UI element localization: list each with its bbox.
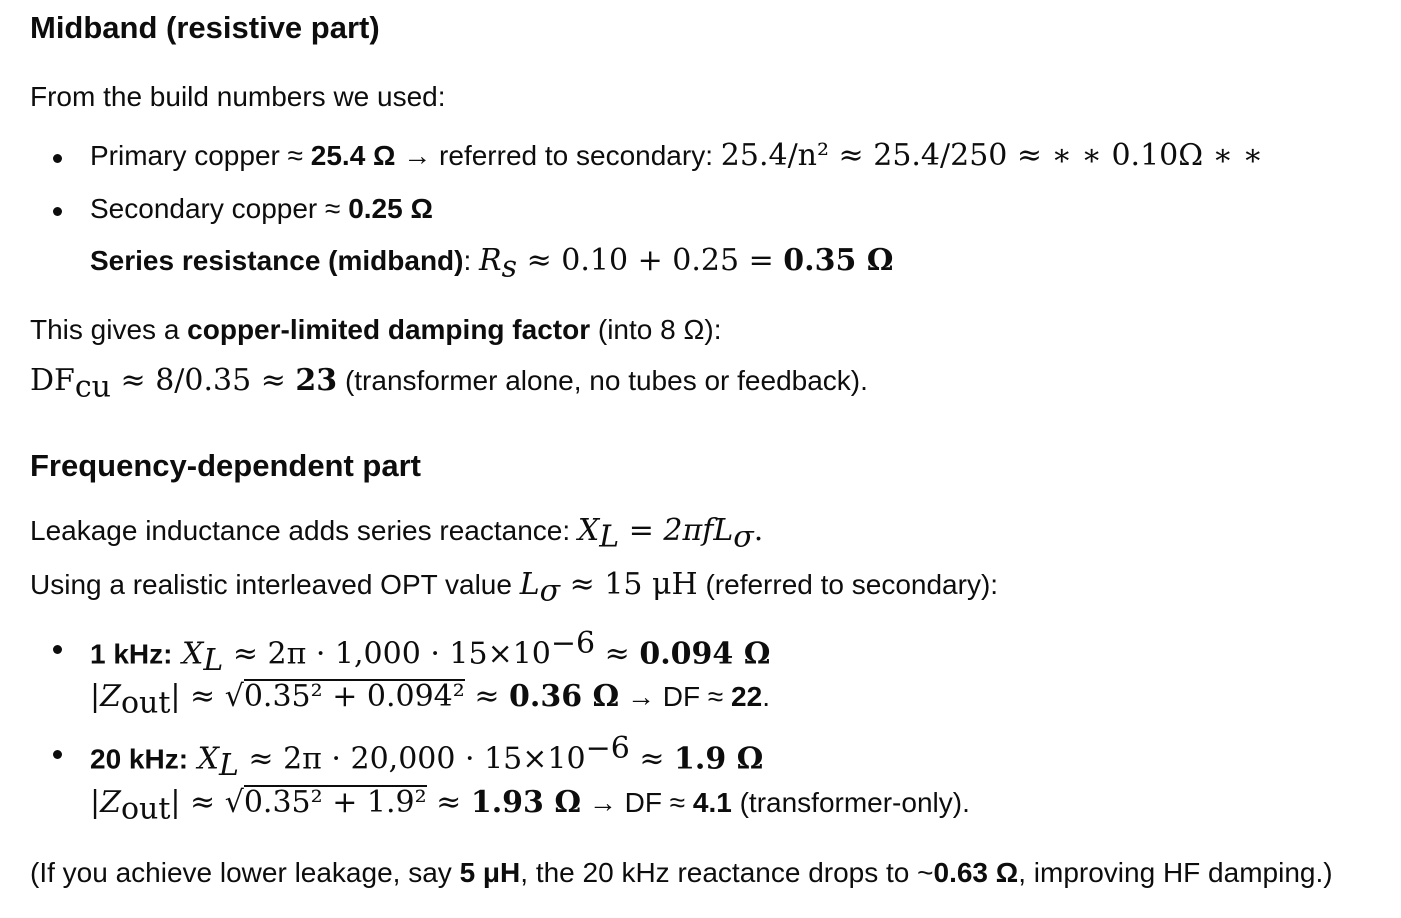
text: This gives a (30, 314, 188, 345)
text: → DF ≈ (581, 787, 693, 818)
text: (transformer alone, no tubes or feedback). (337, 365, 868, 396)
freq-label: 20 kHz: (90, 743, 189, 775)
math: X (188, 741, 219, 777)
math: |Z (90, 679, 121, 714)
math-sub: cu (74, 369, 111, 405)
secondary-copper-value: 0.25 Ω (348, 193, 433, 224)
math: ≈ (595, 636, 640, 672)
reactance-result: 1.9 Ω (674, 741, 764, 777)
text: → referred to secondary: (395, 140, 721, 171)
math: ≈ (629, 741, 675, 777)
zout-20khz (90, 785, 970, 827)
leakage-note (30, 857, 1333, 889)
df-result: 23 (295, 363, 338, 398)
freq-label: 1 kHz: (90, 638, 173, 670)
bullet-dot (53, 154, 62, 163)
math-exp: −6 (585, 731, 630, 766)
math-exp: −6 (550, 626, 596, 661)
math-sub: σ (733, 519, 754, 555)
math-sub: out (120, 791, 171, 827)
math: ≈ 15 μH (560, 567, 698, 602)
intro-text: From the build numbers we used: (30, 81, 446, 112)
math: |Z (90, 785, 121, 820)
zout-1khz (90, 679, 770, 721)
math: X (577, 513, 600, 548)
text: → DF ≈ (619, 681, 732, 712)
series-resistance (90, 243, 894, 285)
series-resistance-result: 0.35 Ω (783, 243, 894, 278)
math-sub: σ (539, 573, 561, 609)
text: Using a realistic interleaved OPT value (30, 569, 520, 600)
math: | ≈ √ (170, 679, 244, 714)
bold-text: copper-limited damping factor (187, 314, 591, 345)
section-heading-frequency: Frequency-dependent part (30, 448, 421, 483)
text: (into 8 Ω): (590, 314, 722, 345)
math: = 2πfL (619, 513, 734, 548)
math-sub: L (599, 519, 620, 555)
math-sub: out (120, 685, 171, 721)
text: , the 20 kHz reactance drops to ~ (520, 857, 934, 888)
text: , improving HF damping.) (1018, 857, 1333, 888)
math: . (753, 513, 764, 548)
df-copper (30, 363, 868, 405)
math: ≈ (426, 785, 471, 820)
bullet-secondary-copper (90, 193, 433, 225)
math: ≈ 0.10 + 0.25 = (517, 243, 784, 278)
bullet-dot (53, 645, 62, 654)
bullet-1khz (90, 626, 770, 678)
math: X (172, 636, 204, 672)
text: (If you achieve lower leakage, say (30, 857, 460, 888)
math: R (479, 243, 502, 278)
math: DF (30, 363, 75, 398)
bullet-20khz (90, 731, 763, 783)
text: (referred to secondary): (697, 569, 999, 600)
text: : (463, 245, 480, 276)
primary-copper-value: 25.4 Ω (310, 140, 396, 171)
text: (transformer-only). (731, 787, 970, 818)
df-value: 4.1 (692, 787, 732, 818)
math-sqrt: 0.35² + 0.094² (243, 679, 465, 714)
math: ≈ 2π · 20,000 · 15×10 (238, 741, 586, 777)
zout-result: 1.93 Ω (470, 785, 582, 820)
bullet-primary-copper (90, 138, 1263, 173)
text: . (762, 681, 770, 712)
math-sub: L (203, 642, 224, 678)
math: ≈ 8/0.35 ≈ (111, 363, 296, 398)
bullet-dot (53, 207, 62, 216)
math: ≈ 2π · 1,000 · 15×10 (223, 636, 551, 672)
text: Primary copper ≈ (90, 140, 311, 171)
math: | ≈ √ (170, 785, 244, 820)
reactance-result: 0.094 Ω (639, 636, 771, 672)
section-heading-midband: Midband (resistive part) (30, 10, 380, 45)
bullet-dot (53, 750, 62, 759)
text: Secondary copper ≈ (90, 193, 349, 224)
bold-text: 5 μH (459, 857, 521, 888)
bold-text: 0.63 Ω (933, 857, 1019, 888)
leakage-text (30, 513, 763, 555)
zout-result: 0.36 Ω (509, 679, 620, 714)
gives-text (30, 314, 722, 346)
using-text (30, 567, 998, 609)
series-resistance-label: Series resistance (midband) (90, 245, 464, 276)
text: Leakage inductance adds series reactance: (30, 515, 578, 546)
math-sqrt: 0.35² + 1.9² (243, 785, 427, 820)
df-value: 22 (731, 681, 763, 712)
math: L (519, 567, 540, 602)
math: ≈ (464, 679, 510, 714)
math-sub: s (501, 249, 518, 285)
math-sub: L (218, 747, 239, 783)
math-referred: 25.4/n² ≈ 25.4/250 ≈ ∗ ∗ 0.10Ω ∗ ∗ (720, 138, 1263, 173)
